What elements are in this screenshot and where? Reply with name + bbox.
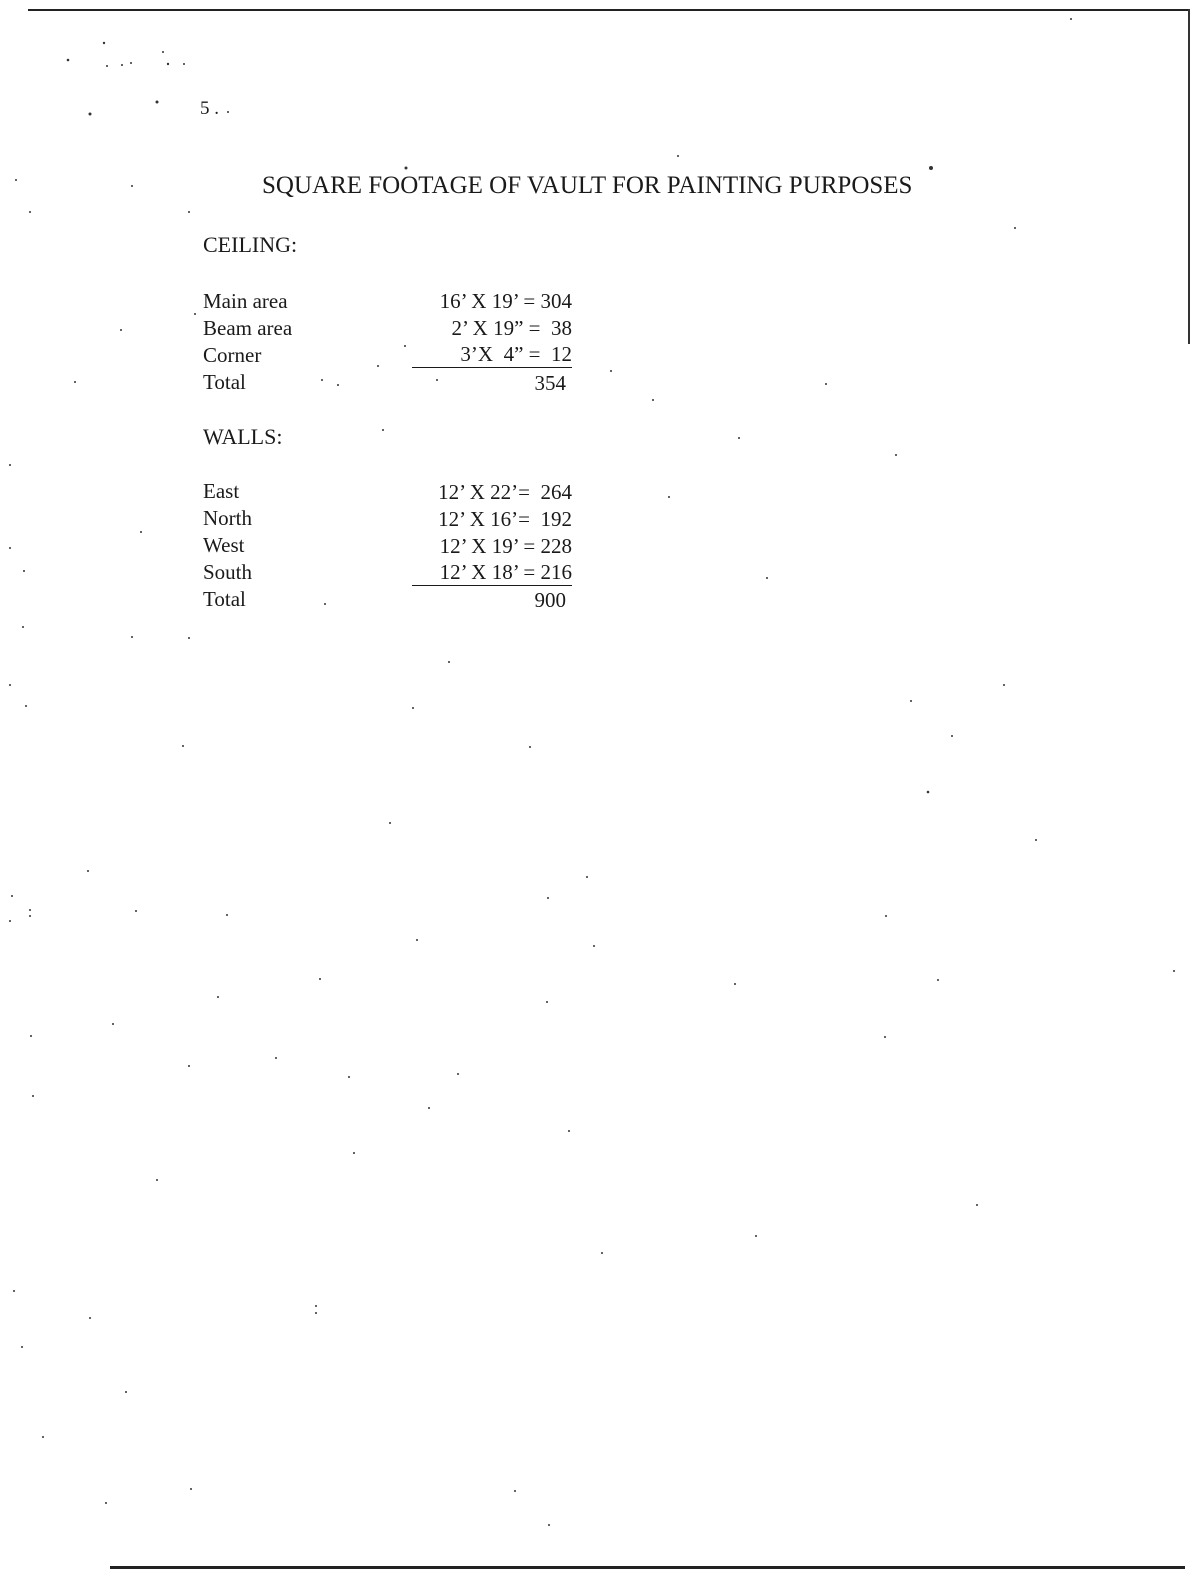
ceiling-row-calc: 16’ X 19’ = 304 — [439, 289, 572, 313]
page-number: 5 . — [200, 98, 219, 119]
walls-row-label: East — [203, 479, 240, 503]
walls-heading: WALLS: — [203, 424, 283, 449]
ceiling-row-label: Main area — [203, 289, 288, 313]
ceiling-row-calc: 3’X 4” = 12 — [412, 342, 572, 368]
walls-total-value: 900 — [534, 588, 566, 612]
ceiling-row-label: Beam area — [203, 316, 293, 340]
ceiling-heading: CEILING: — [203, 232, 298, 257]
walls-row-calc: 12’ X 18’ = 216 — [412, 560, 572, 586]
walls-total-label: Total — [203, 587, 246, 611]
ceiling-row-calc: 2’ X 19” = 38 — [451, 316, 572, 340]
walls-row-label: West — [203, 533, 245, 557]
walls-row-calc: 12’ X 16’= 192 — [438, 507, 572, 531]
walls-row-label: North — [203, 506, 252, 530]
ceiling-total-label: Total — [203, 370, 246, 394]
page-title: SQUARE FOOTAGE OF VAULT FOR PAINTING PURPOSES — [262, 172, 913, 199]
ceiling-total-value: 354 — [534, 371, 566, 395]
walls-row-calc: 12’ X 19’ = 228 — [439, 534, 572, 558]
walls-row-calc: 12’ X 22’= 264 — [438, 480, 572, 504]
ceiling-row-label: Corner — [203, 343, 262, 367]
walls-row-label: South — [203, 560, 253, 584]
